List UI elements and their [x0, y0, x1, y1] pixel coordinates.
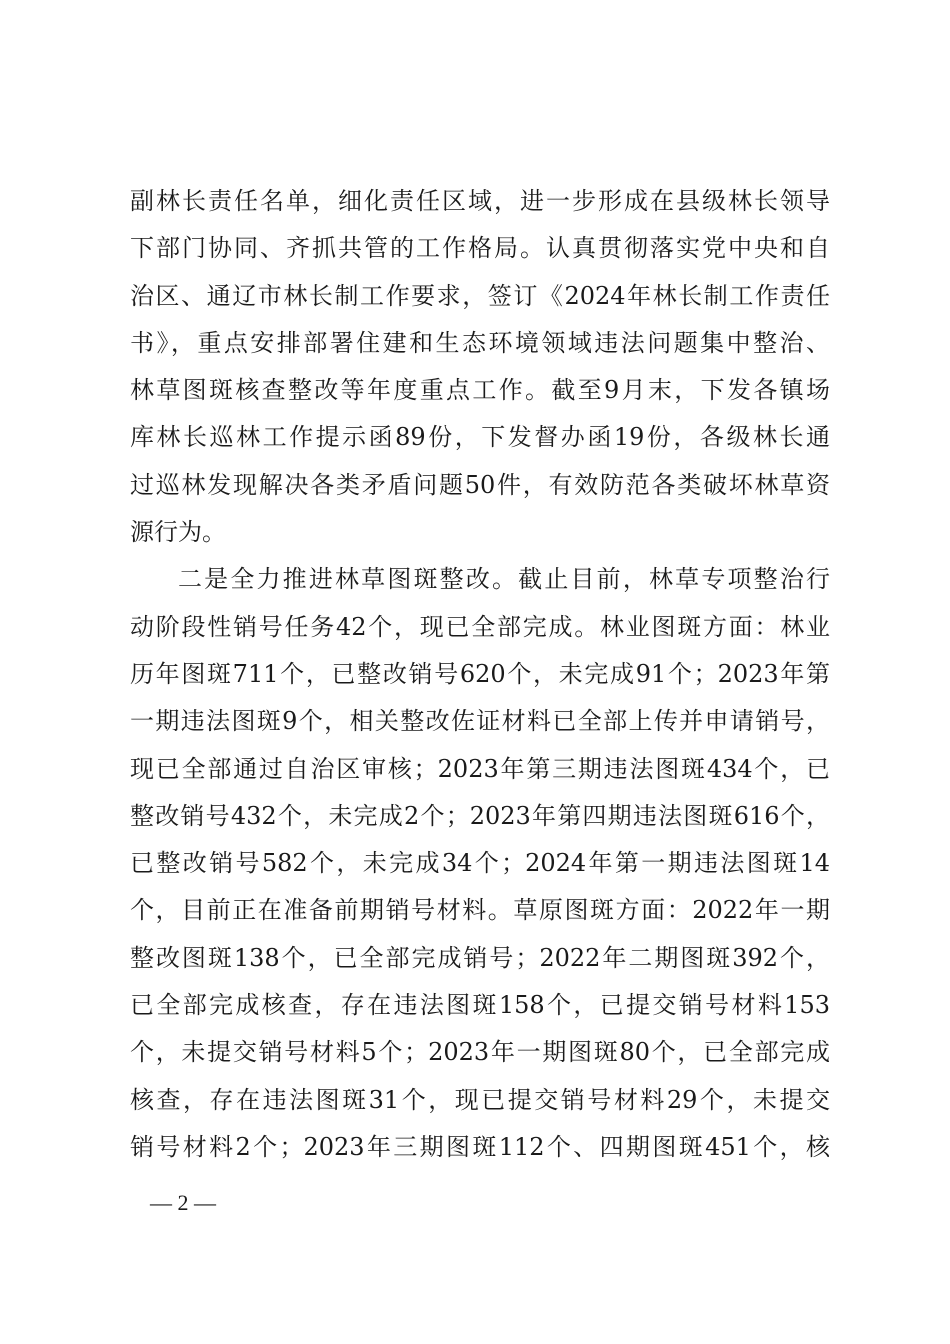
text-line: 已全部完成核查，存在违法图斑158个，已提交销号材料153	[130, 991, 830, 1020]
text-line: 个，未提交销号材料5个；2023年一期图斑80个，已全部完成	[130, 1038, 830, 1067]
text-line: 二是全力推进林草图斑整改。截止目前，林草专项整治行	[178, 565, 830, 594]
text-line: 下部门协同、齐抓共管的工作格局。认真贯彻落实党中央和自	[130, 234, 830, 263]
text-line: 整改销号432个，未完成2个；2023年第四期违法图斑616个，	[130, 801, 830, 830]
text-line: 历年图斑711个，已整改销号620个，未完成91个；2023年第	[130, 659, 830, 688]
text-line: 库林长巡林工作提示函89份，下发督办函19份，各级林长通	[130, 423, 830, 452]
page-number: — 2 —	[150, 1190, 216, 1215]
text-line: 整改图斑138个，已全部完成销号；2022年二期图斑392个，	[130, 943, 830, 972]
text-line: 一期违法图斑9个，相关整改佐证材料已全部上传并申请销号，	[130, 707, 830, 736]
text-line: 动阶段性销号任务42个，现已全部完成。林业图斑方面：林业	[130, 612, 830, 641]
body-text	[130, 178, 830, 1171]
text-line: 核查，存在违法图斑31个，现已提交销号材料29个，未提交	[130, 1085, 830, 1114]
text-line: 现已全部通过自治区审核；2023年第三期违法图斑434个，已	[130, 754, 830, 783]
paragraph-1-continued	[130, 178, 830, 556]
text-line: 个，目前正在准备前期销号材料。草原图斑方面：2022年一期	[130, 896, 830, 925]
text-line: 林草图斑核查整改等年度重点工作。截至9月末，下发各镇场	[130, 376, 830, 405]
text-line: 治区、通辽市林长制工作要求，签订《2024年林长制工作责任	[130, 281, 830, 310]
text-line: 过巡林发现解决各类矛盾问题50件，有效防范各类破坏林草资	[130, 470, 830, 499]
paragraph-2	[130, 556, 830, 1171]
text-line: 已整改销号582个，未完成34个；2024年第一期违法图斑14	[130, 849, 830, 878]
text-line: 源行为。	[130, 518, 226, 547]
text-line: 副林长责任名单，细化责任区域，进一步形成在县级林长领导	[130, 187, 830, 215]
text-line: 书》，重点安排部署住建和生态环境领域违法问题集中整治、	[130, 328, 830, 357]
text-line: 销号材料2个；2023年三期图斑112个、四期图斑451个，核	[130, 1132, 830, 1161]
